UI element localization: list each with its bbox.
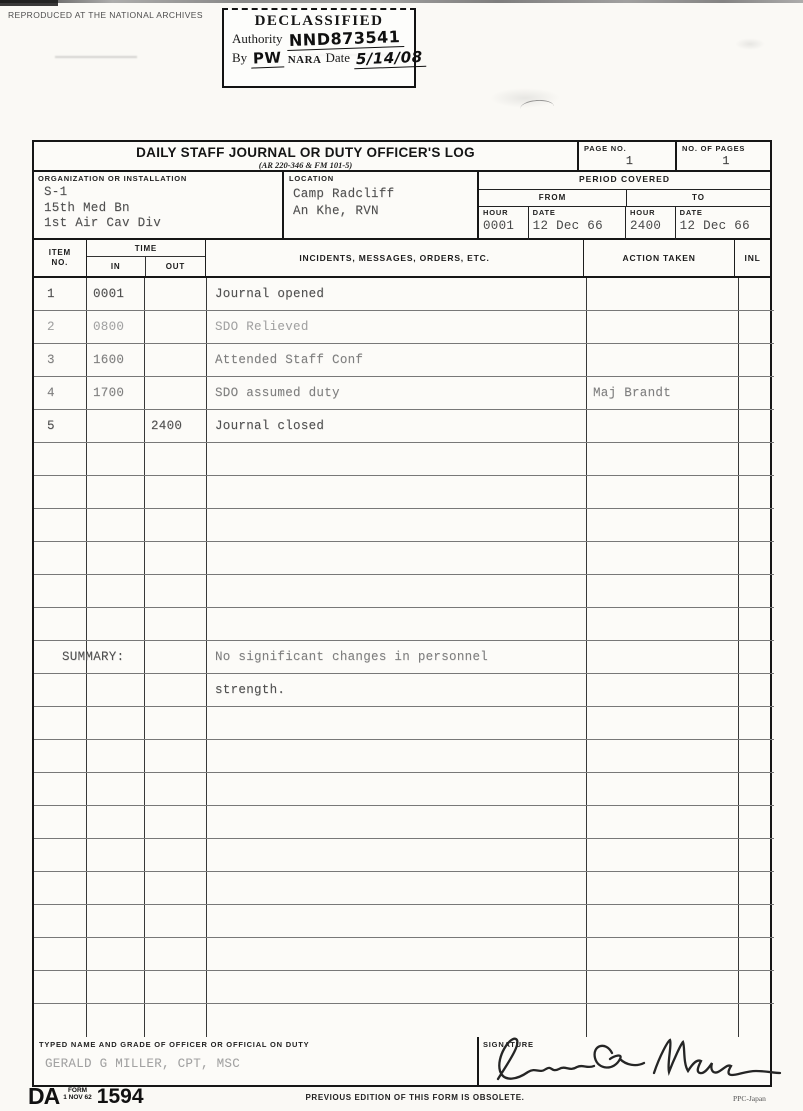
cell-act <box>587 773 739 805</box>
period-covered-label: PERIOD COVERED <box>479 172 770 190</box>
scan-corner-artifact <box>0 0 58 6</box>
table-row <box>34 575 774 608</box>
table-row <box>34 608 774 641</box>
from-date-cell <box>529 207 626 240</box>
cell-inl <box>739 674 774 706</box>
page-no-value: 1 <box>625 154 634 168</box>
cell-tout <box>145 971 207 1003</box>
table-row <box>34 674 774 707</box>
cell-tin <box>87 740 145 772</box>
declassified-stamp <box>222 8 423 88</box>
signature-band <box>34 1037 770 1085</box>
summary-label: SUMMARY: <box>62 650 125 664</box>
cell-act <box>587 806 739 838</box>
da-prefix: DA <box>28 1083 60 1109</box>
table-row <box>34 839 774 872</box>
cell-tout <box>145 1004 207 1037</box>
cell-tin <box>87 476 145 508</box>
cell-tout <box>145 806 207 838</box>
hour-label: HOUR <box>630 208 656 217</box>
cell-tin <box>87 806 145 838</box>
header-inl: INL <box>744 253 761 263</box>
cell-item <box>34 608 87 640</box>
cell-act <box>587 839 739 871</box>
cell-act <box>587 905 739 937</box>
typed-entry-text: Journal closed <box>215 419 325 433</box>
form-number-block <box>28 1083 144 1109</box>
typed-entry-text: strength. <box>215 683 286 697</box>
cell-tout <box>145 707 207 739</box>
cell-tout <box>145 839 207 871</box>
cell-inc <box>207 575 587 607</box>
cell-inc <box>207 971 587 1003</box>
cell-inl <box>739 938 774 970</box>
table-row <box>34 443 774 476</box>
authority-label: Authority <box>232 31 283 46</box>
date-handwritten-value: 5/14/08 <box>354 50 426 69</box>
cell-tout <box>145 377 207 409</box>
cell-act <box>587 872 739 904</box>
cell-inc <box>207 938 587 970</box>
cell-item <box>34 905 87 937</box>
cell-act <box>587 377 739 409</box>
typed-name-value: GERALD G MILLER, CPT, MSC <box>45 1057 241 1071</box>
form-title-cell <box>34 142 577 172</box>
header-in: IN <box>87 257 146 276</box>
header-incidents: INCIDENTS, MESSAGES, ORDERS, ETC. <box>206 240 584 276</box>
typed-entry-text: 5 <box>47 419 55 433</box>
cell-tout <box>145 542 207 574</box>
cell-tout <box>145 674 207 706</box>
cell-inl <box>739 773 774 805</box>
cell-inl <box>739 839 774 871</box>
header-time <box>87 240 206 276</box>
cell-inl <box>739 872 774 904</box>
cell-item <box>34 344 87 376</box>
organization-label: ORGANIZATION OR INSTALLATION <box>38 174 188 183</box>
nara-label: NARA <box>287 54 322 66</box>
cell-inl <box>739 806 774 838</box>
cell-tin <box>87 410 145 442</box>
cell-inc <box>207 773 587 805</box>
table-row <box>34 773 774 806</box>
location-line: Camp Radcliff <box>293 187 395 201</box>
cell-item <box>34 740 87 772</box>
scan-blotch <box>490 88 560 108</box>
typed-entry-text: 0800 <box>93 320 125 334</box>
cell-inl <box>739 542 774 574</box>
cell-item <box>34 278 87 310</box>
date-label: DATE <box>679 208 703 217</box>
no-of-pages-label: NO. OF PAGES <box>682 144 746 153</box>
cell-act <box>587 740 739 772</box>
from-hour-value: 0001 <box>483 219 515 233</box>
table-row <box>34 740 774 773</box>
table-row <box>34 938 774 971</box>
org-band <box>34 172 770 240</box>
title-band <box>34 142 770 172</box>
no-of-pages-value: 1 <box>722 154 730 168</box>
cell-tout <box>145 443 207 475</box>
header-out: OUT <box>165 262 186 271</box>
to-hour-value: 2400 <box>630 219 662 233</box>
cell-tin <box>87 872 145 904</box>
cell-tout <box>145 905 207 937</box>
cell-act <box>587 707 739 739</box>
cell-inc <box>207 509 587 541</box>
hour-label: HOUR <box>483 208 509 217</box>
cell-tin <box>87 542 145 574</box>
cell-act <box>587 542 739 574</box>
typed-entry-text: No significant changes in personnel <box>215 650 489 664</box>
cell-inl <box>739 509 774 541</box>
cell-inc <box>207 674 587 706</box>
typed-entry-text: 1700 <box>93 386 125 400</box>
cell-tin <box>87 278 145 310</box>
cell-item <box>34 476 87 508</box>
cell-act <box>587 443 739 475</box>
table-row <box>34 377 774 410</box>
form-title: DAILY STAFF JOURNAL OR DUTY OFFICER'S LOG <box>136 145 475 160</box>
cell-act <box>587 509 739 541</box>
cell-item <box>34 938 87 970</box>
table-header-row <box>34 240 770 278</box>
table-row <box>34 707 774 740</box>
cell-item <box>34 509 87 541</box>
cell-inl <box>739 740 774 772</box>
typed-entry-text: 4 <box>47 386 55 400</box>
form-subtitle: (AR 220-346 & FM 101-5) <box>258 160 353 170</box>
typed-entry-text: 0001 <box>93 287 125 301</box>
da-form-1594 <box>32 140 772 1087</box>
cell-tout <box>145 575 207 607</box>
table-row <box>34 641 774 674</box>
table-row <box>34 905 774 938</box>
typed-name-label: TYPED NAME AND GRADE OF OFFICER OR OFFICIAL ON DUTY <box>39 1040 310 1049</box>
cell-tout <box>145 938 207 970</box>
table-row <box>34 509 774 542</box>
cell-item <box>34 377 87 409</box>
typed-entry-text: SDO assumed duty <box>215 386 340 400</box>
obsolete-note: PREVIOUS EDITION OF THIS FORM IS OBSOLETE. <box>305 1093 525 1102</box>
cell-inc <box>207 542 587 574</box>
cell-act <box>587 608 739 640</box>
no-of-pages-cell <box>675 142 770 172</box>
cell-inc <box>207 278 587 310</box>
typed-entry-text: Attended Staff Conf <box>215 353 364 367</box>
cell-item <box>34 443 87 475</box>
printer-code: PPC-Japan <box>733 1094 766 1103</box>
location-label: LOCATION <box>289 174 335 183</box>
authority-handwritten-value: NND873541 <box>286 29 404 51</box>
cell-item <box>34 773 87 805</box>
cell-act <box>587 476 739 508</box>
cell-inl <box>739 377 774 409</box>
table-row <box>34 410 774 443</box>
cell-tout <box>145 872 207 904</box>
to-date-value: 12 Dec 66 <box>679 219 750 233</box>
by-label: By <box>232 50 248 65</box>
cell-tin <box>87 344 145 376</box>
table-row <box>34 476 774 509</box>
cell-tin <box>87 773 145 805</box>
cell-item <box>34 575 87 607</box>
cell-inc <box>207 377 587 409</box>
cell-tout <box>145 311 207 343</box>
cell-item <box>34 839 87 871</box>
from-hour-cell <box>479 207 529 240</box>
table-row <box>34 278 774 311</box>
typed-entry-text: 1 <box>47 287 55 301</box>
organization-line: 15th Med Bn <box>44 200 130 215</box>
cell-tin <box>87 1004 145 1037</box>
to-label: TO <box>692 193 705 202</box>
typed-entry-text: 2 <box>47 320 55 334</box>
cell-inc <box>207 641 587 673</box>
scan-blotch <box>735 38 765 50</box>
cell-tout <box>145 773 207 805</box>
page-no-label: PAGE NO. <box>584 144 627 153</box>
cell-inc <box>207 707 587 739</box>
archives-watermark: REPRODUCED AT THE NATIONAL ARCHIVES <box>8 10 203 20</box>
location-cell <box>282 172 477 240</box>
cell-inc <box>207 740 587 772</box>
cell-inl <box>739 410 774 442</box>
table-row <box>34 542 774 575</box>
cell-act <box>587 311 739 343</box>
cell-tin <box>87 971 145 1003</box>
cell-inl <box>739 311 774 343</box>
scan-smudge <box>55 56 137 58</box>
header-item-line1: ITEM <box>48 248 72 257</box>
period-covered-section <box>477 172 770 240</box>
location-line: An Khe, RVN <box>293 204 379 218</box>
cell-inl <box>739 344 774 376</box>
cell-inc <box>207 608 587 640</box>
typed-entry-text: 3 <box>47 353 55 367</box>
table-row <box>34 872 774 905</box>
cell-inc <box>207 476 587 508</box>
stamp-by-row <box>232 47 423 69</box>
date-label: Date <box>325 50 351 65</box>
cell-inc <box>207 872 587 904</box>
cell-tout <box>145 410 207 442</box>
form-number: 1594 <box>96 1085 144 1108</box>
from-date-value: 12 Dec 66 <box>532 219 603 233</box>
handwritten-signature <box>484 1029 784 1089</box>
cell-tin <box>87 311 145 343</box>
cell-tout <box>145 344 207 376</box>
header-item-line2: NO. <box>51 258 69 267</box>
cell-tin <box>87 377 145 409</box>
cell-inc <box>207 443 587 475</box>
cell-inl <box>739 476 774 508</box>
cell-tin <box>87 443 145 475</box>
signature-label: SIGNATURE <box>483 1040 534 1049</box>
cell-tin <box>87 575 145 607</box>
cell-act <box>587 674 739 706</box>
cell-tout <box>145 509 207 541</box>
cell-inl <box>739 278 774 310</box>
cell-tout <box>145 278 207 310</box>
cell-inc <box>207 410 587 442</box>
cell-act <box>587 344 739 376</box>
organization-cell <box>34 172 282 240</box>
cell-inl <box>739 707 774 739</box>
cell-tout <box>145 476 207 508</box>
cell-inl <box>739 905 774 937</box>
table-row <box>34 971 774 1004</box>
by-initials-handwritten: PW <box>251 50 284 68</box>
typed-entry-text: SDO Relieved <box>215 320 309 334</box>
cell-item <box>34 806 87 838</box>
cell-tout <box>145 641 207 673</box>
table-row <box>34 311 774 344</box>
cell-inl <box>739 608 774 640</box>
cell-item <box>34 707 87 739</box>
cell-act <box>587 971 739 1003</box>
scan-edge-artifact <box>0 0 803 3</box>
cell-inl <box>739 641 774 673</box>
header-item-no <box>34 240 87 276</box>
cell-tin <box>87 905 145 937</box>
cell-tin <box>87 938 145 970</box>
cell-inc <box>207 311 587 343</box>
cell-tin <box>87 707 145 739</box>
stamp-title: DECLASSIFIED <box>254 13 384 29</box>
cell-tin <box>87 608 145 640</box>
typed-entry-text: Maj Brandt <box>593 386 672 400</box>
date-label: DATE <box>532 208 556 217</box>
cell-item <box>34 1004 87 1037</box>
typed-name-cell <box>34 1037 477 1085</box>
cell-item <box>34 311 87 343</box>
cell-inc <box>207 905 587 937</box>
cell-inc <box>207 839 587 871</box>
cell-tin <box>87 509 145 541</box>
to-hour-cell <box>626 207 676 240</box>
cell-tout <box>145 608 207 640</box>
table-row <box>34 344 774 377</box>
cell-inc <box>207 344 587 376</box>
form-date: 1 NOV 62 <box>63 1093 92 1101</box>
cell-tin <box>87 839 145 871</box>
cell-item <box>34 674 87 706</box>
form-word: FORM <box>67 1087 88 1094</box>
cell-act <box>587 278 739 310</box>
table-row <box>34 806 774 839</box>
typed-entry-text: Journal opened <box>215 287 325 301</box>
cell-tout <box>145 740 207 772</box>
organization-line: 1st Air Cav Div <box>44 216 162 230</box>
cell-act <box>587 410 739 442</box>
cell-act <box>587 938 739 970</box>
cell-act <box>587 641 739 673</box>
page-no-cell <box>577 142 675 172</box>
typed-entry-text: 1600 <box>93 353 125 367</box>
cell-item <box>34 410 87 442</box>
stamp-authority-row <box>232 27 414 50</box>
typed-entry-text: 2400 <box>151 419 183 433</box>
cell-item <box>34 542 87 574</box>
header-action-taken: ACTION TAKEN <box>584 240 735 276</box>
cell-item <box>34 971 87 1003</box>
header-time-label: TIME <box>87 240 205 257</box>
cell-inc <box>207 806 587 838</box>
cell-tin <box>87 674 145 706</box>
to-date-cell <box>676 207 770 240</box>
organization-line: S-1 <box>44 185 68 199</box>
cell-inl <box>739 971 774 1003</box>
journal-rows <box>34 278 770 1037</box>
cell-inl <box>739 443 774 475</box>
cell-item <box>34 872 87 904</box>
from-label: FROM <box>479 190 627 206</box>
cell-act <box>587 575 739 607</box>
cell-inl <box>739 575 774 607</box>
